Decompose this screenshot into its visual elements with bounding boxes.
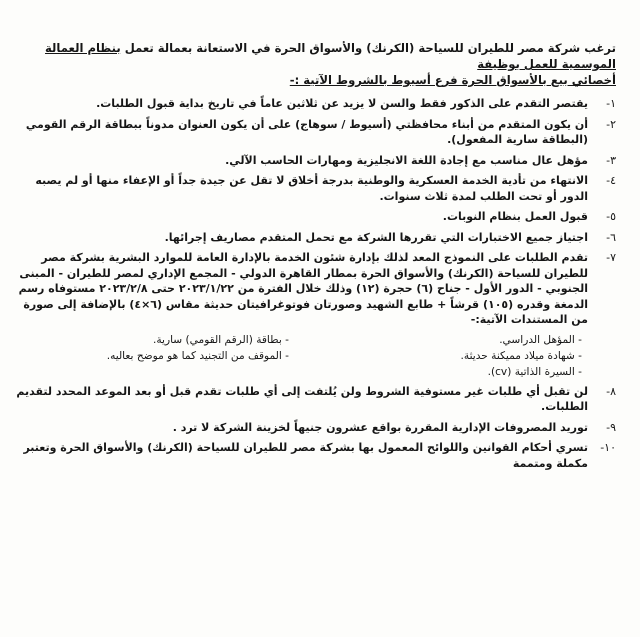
intro-line-1-text: ترغب شركة مصر للطيران للسياحة (الكرنك) والأسواق الحرة في الاستعانة بعمالة تعمل (120, 41, 616, 55)
condition-text: مؤهل عال مناسب مع إجادة اللغة الانجليزية ومهارات الحاسب الآلي. (225, 153, 588, 167)
condition-number: -٣ (606, 153, 616, 167)
condition-item-7 (16, 250, 616, 328)
intro-paragraph (40, 40, 616, 88)
condition-number: -٦ (606, 230, 616, 244)
intro-line-2: أخصائي بيع بالأسواق الحرة فرع أسيوط بالشروط الآتية :- (289, 73, 616, 87)
condition-item-10 (16, 440, 616, 471)
intro-line-1 (40, 40, 616, 72)
condition-text: لن تقبل أي طلبات غير مستوفية الشروط ولن يُلتفت إلى أي طلبات تقدم قبل أو بعد الموعد المحدد لتقديم الطلبات. (16, 384, 588, 413)
condition-item-6 (16, 230, 616, 246)
document-item: - شهادة ميلاد مميكنة حديثة. (460, 349, 582, 362)
condition-item-9 (16, 420, 616, 436)
condition-item-1 (16, 96, 616, 112)
condition-text: اجتياز جميع الاختبارات التي تقررها الشركة مع تحمل المتقدم مصاريف إجرائها. (164, 230, 588, 244)
condition-text: الانتهاء من تأدية الخدمة العسكرية والوطنية بدرجة أخلاق لا تقل عن جيدة جداً أو الإعفاء منها أو لم يصبه الدور أو تحت الطلب لمدة ثلاث سنوات. (35, 174, 588, 203)
condition-item-4 (16, 173, 616, 204)
condition-item-3 (16, 153, 616, 169)
condition-number: -٤ (606, 174, 616, 187)
condition-text: يقتصر التقدم على الذكور فقط والسن لا يزيد عن ثلاثين عاماً في تاريخ بداية قبول الطلبات. (96, 97, 588, 110)
condition-item-2 (16, 117, 616, 148)
condition-number: -١ (606, 97, 616, 110)
intro-line-1-underlined: بنظام العمالة الموسمية للعمل بوظيفة (45, 41, 616, 71)
document-item: - السيرة الذاتية (cv). (487, 365, 582, 378)
condition-item-5 (16, 209, 616, 225)
condition-text: تسري أحكام القوانين واللوائح المعمول بها بشركة مصر للطيران للسياحة (الكرنك) والأسواق الحرة وتعتبر مكملة ومتممة (23, 441, 588, 470)
document-item: - بطاقة (الرقم القومي) سارية. (152, 333, 289, 346)
condition-number: -١٠ (600, 441, 616, 454)
condition-text: توريد المصروفات الإدارية المقررة بواقع عشرون جنيهاً لخزينة الشركة لا ترد . (172, 420, 588, 434)
conditions-list (16, 96, 616, 476)
condition-number: -٩ (606, 420, 616, 434)
condition-number: -٧ (606, 251, 616, 264)
condition-number: -٥ (606, 210, 616, 223)
condition-item-8 (16, 384, 616, 415)
condition-number: -٢ (606, 117, 616, 131)
document-item: - المؤهل الدراسي. (499, 333, 582, 346)
condition-number: -٨ (606, 384, 616, 398)
document-item: - الموقف من التجنيد كما هو موضح بعاليه. (106, 349, 289, 362)
required-documents-list (16, 333, 616, 379)
condition-text: قبول العمل بنظام النوبات. (442, 210, 588, 223)
condition-text: تقدم الطلبات على النموذج المعد لذلك بإدارة شئون الخدمة بالإدارة العامة للموارد البشرية بشركة مصر للطيران للسياحة (الكرنك) والأسواق الحرة بمطار القاهرة الدولي - المجمع الإداري لمصر للطيران - المبنى الجنوبي - الدور الأول - جناح (٦) حجرة (١٢) وذلك خلال الفترة من ٢٠٢٣/١/٢٢ حتى ٢٠٢٣/٢/٨ مستوفاه رسم الدمغة وقدره (١٠٥) قرشاً + طابع الشهيد وصورتان فوتوغرافيتان حديثة مقاس (٦×٤) بالإضافة إلى صورة من المستندات الآتية:- (18, 251, 588, 326)
condition-text: أن يكون المتقدم من أبناء محافظتي (أسيوط / سوهاج) على أن يكون العنوان مدوناً ببطاقة الرقم القومي (البطاقة سارية المفعول). (25, 117, 588, 146)
